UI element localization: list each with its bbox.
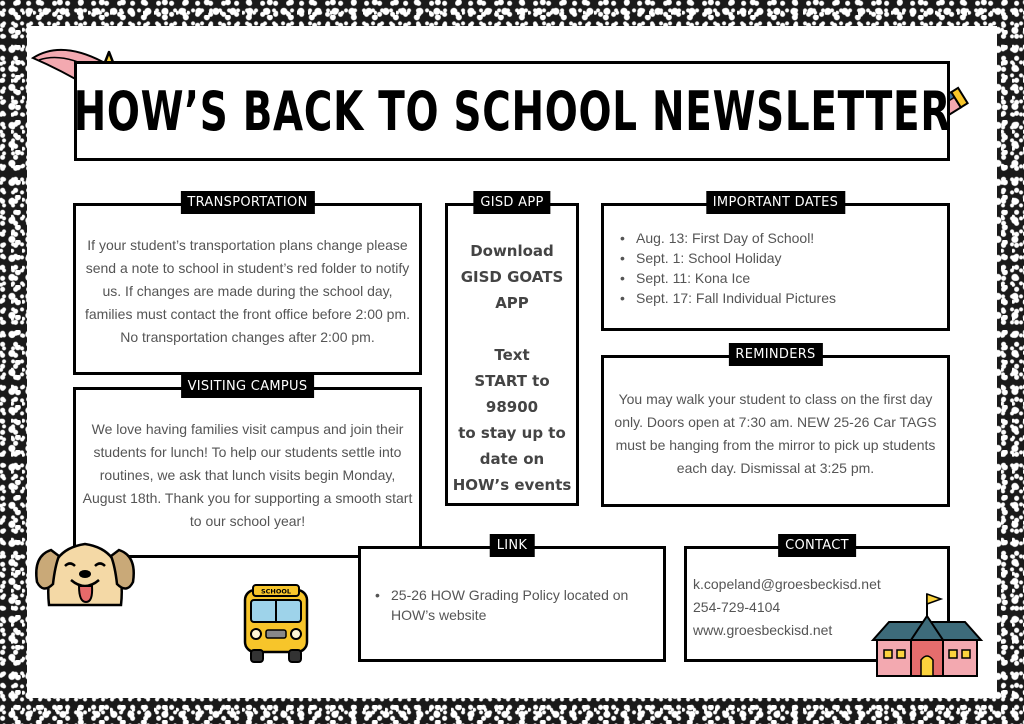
list-item: • Sept. 1: School Holiday [620,248,937,268]
app-line-9: HOW’s events [452,476,572,494]
app-line-8: date on [479,450,545,468]
visiting-campus-text: We love having families visit campus and join their students for lunch! To help our students settle into routines, we ask that lunch visits begin Monday, August 18th. Thank you for supporting a smooth start to our school year! [82,421,413,529]
bus-sign-text: SCHOOL [260,587,292,596]
newsletter-page [27,26,997,698]
gisd-app-label: GISD APP [473,191,550,214]
dates-list [620,228,937,308]
transportation-text: If your student’s transportation plans change please send a note to school in student’s red folder to notify us. If changes are made during the school day, families must contact the front office before 2:00 pm. No transportation changes after 2:00 pm. [84,237,410,345]
reminders-box [601,347,950,507]
schoolhouse-icon [869,592,985,682]
app-line-7: to stay up to [458,424,566,442]
reminders-label: REMINDERS [728,343,822,366]
app-line-2: GISD GOATS [460,268,564,286]
gisd-app-box [445,195,579,506]
contact-label: CONTACT [778,534,856,557]
app-line-6: 98900 [485,398,539,416]
page-title: HOW’S BACK TO SCHOOL NEWSLETTER [73,79,951,143]
important-dates-box [601,195,950,331]
app-line-3: APP [495,294,529,312]
link-box [358,538,666,662]
contact-phone[interactable]: 254-729-4104 [693,599,781,615]
visiting-campus-label: VISITING CAMPUS [181,375,315,398]
link-label: LINK [490,534,535,557]
list-item: • Sept. 11: Kona Ice [620,268,937,288]
reminders-text: You may walk your student to class on the first day only. Doors open at 7:30 am. NEW 25-26 Car TAGS must be hanging from the mirror to pick up students each day. Dismissal at 3:25 pm. [614,391,937,476]
transportation-label: TRANSPORTATION [180,191,314,214]
transportation-box [73,195,422,375]
link-list [375,585,649,625]
app-line-5: START to [474,372,550,390]
grading-policy-link[interactable]: • 25-26 HOW Grading Policy located on HOW’s website [375,585,649,625]
title-box [74,61,950,161]
list-item: • Sept. 17: Fall Individual Pictures [620,288,937,308]
contact-email[interactable]: k.copeland@groesbeckisd.net [693,576,881,592]
list-item: • Aug. 13: First Day of School! [620,228,937,248]
app-line-4: Text [494,346,530,364]
school-bus-icon [239,582,313,666]
contact-website[interactable]: www.groesbeckisd.net [693,622,833,638]
dog-icon [29,510,143,610]
important-dates-label: IMPORTANT DATES [706,191,845,214]
app-line-1: Download [470,242,554,260]
